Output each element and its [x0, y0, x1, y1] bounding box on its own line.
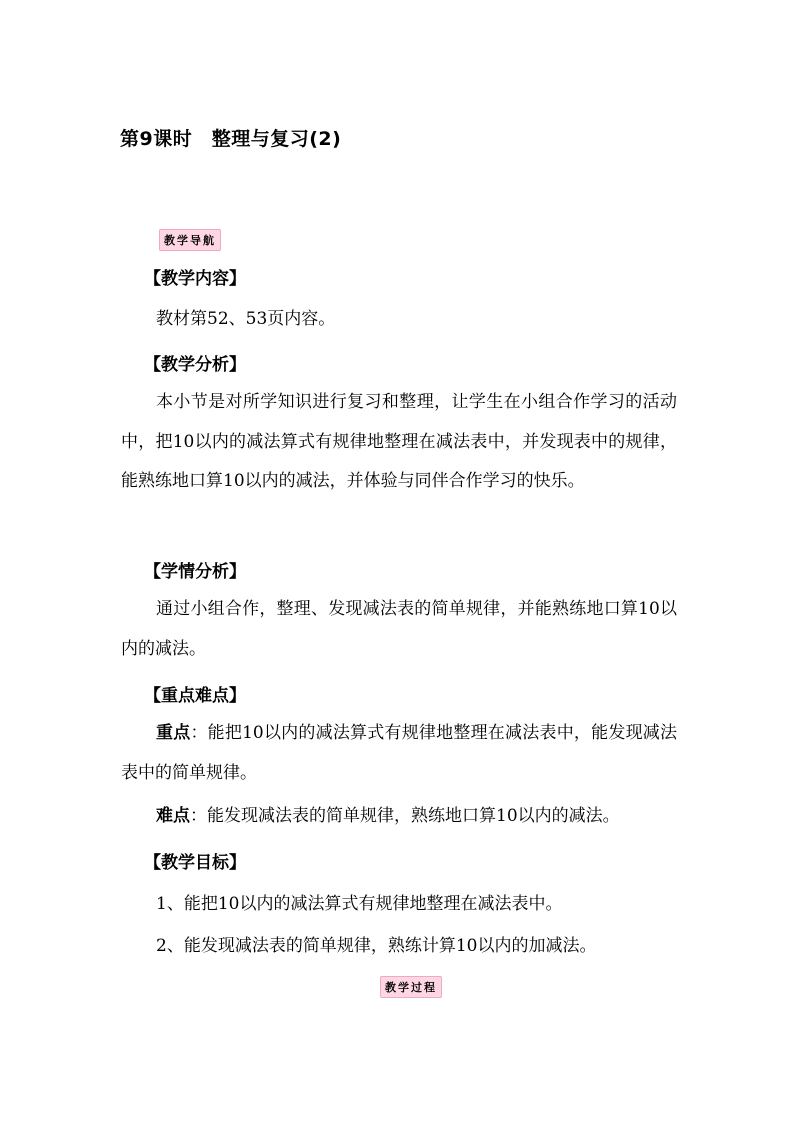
page-title: 第9课时 整理与复习(2): [120, 128, 342, 150]
objective-item: 2、能发现减法表的简单规律，熟练计算10以内的加减法。: [156, 936, 597, 956]
objective-item: 1、能把10以内的减法算式有规律地整理在减法表中。: [156, 894, 563, 914]
key-difficulty-heading: 【重点难点】: [144, 686, 246, 706]
key-point-text: ：能把10以内的减法算式有规律地整理在减法表中，能发现减法表中的简单规律。: [121, 723, 678, 783]
key-point-paragraph: [121, 714, 677, 793]
teaching-content-heading: 【教学内容】: [144, 269, 246, 289]
difficulty-label: 难点: [156, 806, 190, 826]
teaching-navigation-badge: 教学导航: [159, 229, 221, 251]
teaching-analysis-text: 本小节是对所学知识进行复习和整理，让学生在小组合作学习的活动中，把10以内的减法算式有规律地整理在减法表中，并发现表中的规律，能熟练地口算10以内的减法，并体验与同伴合作学习的快乐。: [121, 392, 677, 491]
teaching-analysis-heading: 【教学分析】: [144, 355, 246, 375]
teaching-content-text: 教材第52、53页内容。: [156, 309, 336, 329]
learner-analysis-text: 通过小组合作，整理、发现减法表的简单规律，并能熟练地口算10以内的减法。: [121, 599, 677, 659]
key-point-label: 重点: [156, 723, 191, 743]
teaching-objectives-heading: 【教学目标】: [144, 853, 246, 873]
difficulty-text: ：能发现减法表的简单规律，熟练地口算10以内的减法。: [190, 806, 620, 826]
difficulty-paragraph: [121, 797, 677, 837]
teaching-process-badge: 教学过程: [380, 976, 442, 998]
learner-analysis-heading: 【学情分析】: [144, 562, 246, 582]
